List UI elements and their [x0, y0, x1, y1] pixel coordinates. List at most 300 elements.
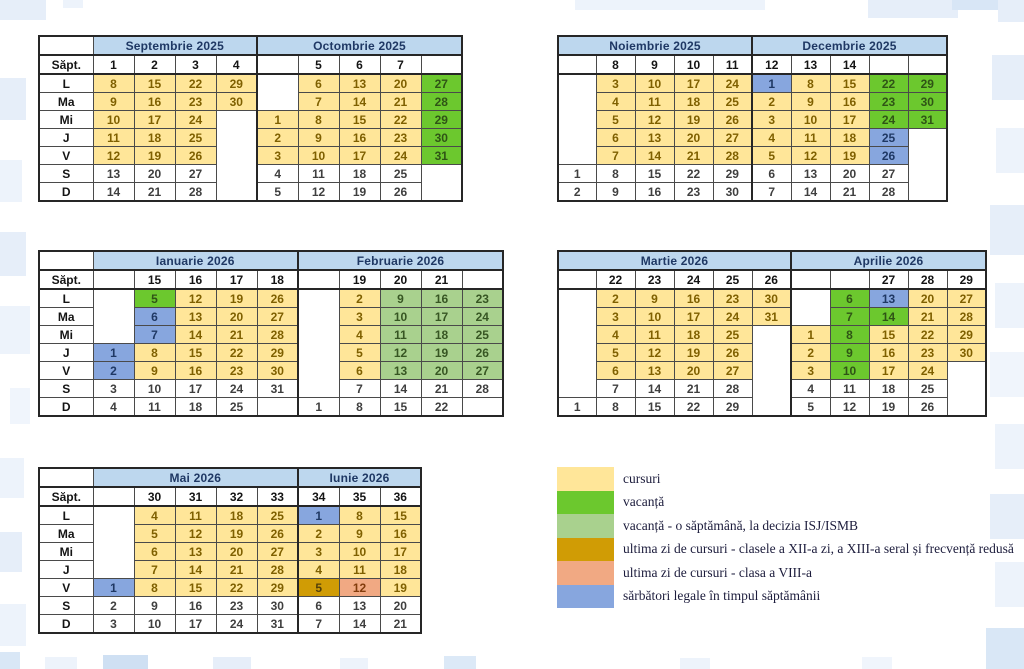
date-cell: 4	[257, 165, 298, 183]
calendar-table-martie-aprilie	[557, 250, 987, 417]
date-cell: 16	[175, 597, 216, 615]
week-number: 34	[298, 487, 339, 506]
month-header: Februarie 2026	[298, 251, 503, 270]
date-cell: 5	[257, 183, 298, 202]
date-cell: 15	[830, 74, 869, 93]
week-number: 24	[674, 270, 713, 289]
date-cell: 2	[596, 289, 635, 308]
date-cell: 31	[257, 615, 298, 634]
empty-cell	[462, 398, 503, 417]
date-cell: 22	[216, 579, 257, 597]
date-cell: 2	[791, 344, 830, 362]
date-cell: 17	[175, 380, 216, 398]
week-number	[93, 270, 134, 289]
week-number	[257, 55, 298, 74]
calendar-table-ianuarie-februarie	[38, 250, 504, 417]
date-cell: 5	[134, 525, 175, 543]
date-cell: 4	[791, 380, 830, 398]
date-cell: 16	[175, 362, 216, 380]
date-cell: 21	[908, 308, 947, 326]
date-cell: 22	[674, 398, 713, 417]
date-cell: 8	[93, 74, 134, 93]
legend-swatch-lg	[557, 514, 614, 538]
date-cell: 25	[216, 398, 257, 417]
date-cell: 22	[421, 398, 462, 417]
date-cell: 24	[713, 74, 752, 93]
month-header: Mai 2026	[93, 468, 298, 487]
date-cell: 29	[908, 74, 947, 93]
date-cell: 27	[713, 362, 752, 380]
week-number: 2	[134, 55, 175, 74]
day-label: D	[39, 615, 93, 634]
date-cell: 22	[869, 74, 908, 93]
date-cell: 7	[830, 308, 869, 326]
day-label: L	[39, 506, 93, 525]
background-decoration	[103, 655, 148, 669]
legend-label: vacanță	[623, 494, 665, 510]
date-cell: 3	[596, 308, 635, 326]
date-cell: 26	[713, 111, 752, 129]
date-cell: 4	[596, 326, 635, 344]
week-number: 30	[134, 487, 175, 506]
empty-cell	[558, 74, 596, 165]
week-number: 31	[175, 487, 216, 506]
day-label: J	[39, 561, 93, 579]
date-cell: 7	[298, 93, 339, 111]
date-cell: 9	[596, 183, 635, 202]
date-cell: 3	[298, 543, 339, 561]
background-decoration	[45, 657, 77, 669]
date-cell: 25	[713, 326, 752, 344]
date-cell: 29	[713, 165, 752, 183]
date-cell: 11	[830, 380, 869, 398]
background-decoration	[992, 55, 1024, 100]
date-cell: 19	[674, 111, 713, 129]
date-cell: 24	[908, 362, 947, 380]
empty-cell	[558, 289, 596, 398]
empty-cell	[257, 74, 298, 111]
date-cell: 10	[380, 308, 421, 326]
table-martie-aprilie	[557, 250, 987, 417]
date-cell: 29	[713, 398, 752, 417]
week-number: 10	[674, 55, 713, 74]
date-cell: 10	[830, 362, 869, 380]
date-cell: 19	[674, 344, 713, 362]
date-cell: 10	[635, 308, 674, 326]
date-cell: 11	[635, 93, 674, 111]
day-label: V	[39, 147, 93, 165]
date-cell: 1	[791, 326, 830, 344]
date-cell: 14	[791, 183, 830, 202]
empty-cell	[791, 289, 830, 326]
background-decoration	[0, 78, 26, 120]
background-decoration	[868, 0, 958, 18]
week-number: 3	[175, 55, 216, 74]
date-cell: 20	[674, 129, 713, 147]
date-cell: 4	[339, 326, 380, 344]
date-cell: 1	[93, 344, 134, 362]
empty-cell	[947, 362, 986, 417]
month-header: Iunie 2026	[298, 468, 421, 487]
empty-cell	[93, 506, 134, 579]
legend-swatch-o	[557, 538, 614, 562]
date-cell: 1	[298, 506, 339, 525]
month-header: Aprilie 2026	[791, 251, 986, 270]
date-cell: 6	[596, 362, 635, 380]
background-decoration	[0, 604, 26, 646]
legend	[557, 467, 1014, 608]
legend-swatch-s	[557, 561, 614, 585]
date-cell: 9	[830, 344, 869, 362]
date-cell: 22	[380, 111, 421, 129]
week-number: 23	[635, 270, 674, 289]
date-cell: 20	[380, 597, 421, 615]
date-cell: 14	[635, 147, 674, 165]
date-cell: 9	[134, 597, 175, 615]
week-number: 5	[298, 55, 339, 74]
week-column-label: Săpt.	[39, 55, 93, 74]
date-cell: 2	[257, 129, 298, 147]
date-cell: 16	[421, 289, 462, 308]
legend-item	[557, 514, 1014, 538]
date-cell: 3	[93, 615, 134, 634]
week-number	[298, 270, 339, 289]
date-cell: 17	[674, 308, 713, 326]
date-cell: 21	[216, 561, 257, 579]
date-cell: 29	[257, 579, 298, 597]
date-cell: 13	[380, 362, 421, 380]
date-cell: 21	[380, 93, 421, 111]
background-decoration	[0, 458, 24, 498]
date-cell: 5	[339, 344, 380, 362]
date-cell: 15	[635, 165, 674, 183]
date-cell: 24	[462, 308, 503, 326]
date-cell: 28	[257, 561, 298, 579]
calendar-table-mai-iunie	[38, 467, 422, 634]
legend-item	[557, 538, 1014, 562]
date-cell: 20	[216, 308, 257, 326]
week-number: 27	[869, 270, 908, 289]
date-cell: 30	[421, 129, 462, 147]
day-label: S	[39, 165, 93, 183]
date-cell: 27	[421, 74, 462, 93]
date-cell: 23	[908, 344, 947, 362]
background-decoration	[0, 232, 26, 276]
date-cell: 25	[380, 165, 421, 183]
month-header: Septembrie 2025	[93, 36, 257, 55]
date-cell: 14	[635, 380, 674, 398]
date-cell: 15	[635, 398, 674, 417]
legend-item	[557, 561, 1014, 585]
legend-label: vacanță - o săptămână, la decizia ISJ/ISMB	[623, 517, 859, 533]
table-ianuarie-februarie	[38, 250, 504, 417]
background-decoration	[0, 532, 22, 572]
background-decoration	[990, 352, 1024, 397]
date-cell: 11	[298, 165, 339, 183]
background-decoration	[995, 424, 1024, 469]
date-cell: 13	[635, 362, 674, 380]
date-cell: 5	[298, 579, 339, 597]
date-cell: 18	[380, 561, 421, 579]
date-cell: 11	[134, 398, 175, 417]
week-number	[791, 270, 830, 289]
date-cell: 26	[257, 289, 298, 308]
date-cell: 18	[674, 93, 713, 111]
date-cell: 11	[380, 326, 421, 344]
empty-cell	[752, 326, 791, 417]
date-cell: 12	[339, 579, 380, 597]
date-cell: 31	[257, 380, 298, 398]
date-cell: 13	[339, 597, 380, 615]
date-cell: 28	[947, 308, 986, 326]
background-decoration	[990, 205, 1024, 255]
date-cell: 20	[134, 165, 175, 183]
date-cell: 29	[216, 74, 257, 93]
date-cell: 5	[752, 147, 791, 165]
date-cell: 2	[558, 183, 596, 202]
day-label: Mi	[39, 543, 93, 561]
week-number	[93, 487, 134, 506]
date-cell: 23	[674, 183, 713, 202]
date-cell: 11	[339, 561, 380, 579]
date-cell: 7	[298, 615, 339, 634]
week-number: 21	[421, 270, 462, 289]
date-cell: 28	[175, 183, 216, 202]
background-decoration	[995, 283, 1024, 328]
date-cell: 12	[93, 147, 134, 165]
date-cell: 19	[216, 289, 257, 308]
date-cell: 31	[421, 147, 462, 165]
date-cell: 2	[752, 93, 791, 111]
date-cell: 15	[134, 74, 175, 93]
month-header: Decembrie 2025	[752, 36, 947, 55]
date-cell: 25	[462, 326, 503, 344]
week-number	[462, 270, 503, 289]
date-cell: 28	[462, 380, 503, 398]
date-cell: 6	[298, 74, 339, 93]
week-column-label: Săpt.	[39, 487, 93, 506]
date-cell: 4	[596, 93, 635, 111]
date-cell: 6	[830, 289, 869, 308]
week-number: 9	[635, 55, 674, 74]
date-cell: 13	[339, 74, 380, 93]
date-cell: 17	[869, 362, 908, 380]
background-decoration	[340, 658, 368, 669]
week-number: 18	[257, 270, 298, 289]
background-decoration	[213, 657, 251, 669]
date-cell: 30	[908, 93, 947, 111]
date-cell: 3	[752, 111, 791, 129]
week-number: 7	[380, 55, 421, 74]
table-septembrie-octombrie	[38, 35, 463, 202]
date-cell: 17	[134, 111, 175, 129]
date-cell: 19	[869, 398, 908, 417]
legend-label: sărbători legale în timpul săptămânii	[623, 588, 821, 604]
day-label: D	[39, 183, 93, 202]
date-cell: 16	[134, 93, 175, 111]
date-cell: 7	[134, 561, 175, 579]
date-cell: 30	[713, 183, 752, 202]
date-cell: 9	[791, 93, 830, 111]
date-cell: 18	[339, 165, 380, 183]
date-cell: 21	[216, 326, 257, 344]
date-cell: 18	[421, 326, 462, 344]
week-column-label: Săpt.	[39, 270, 93, 289]
week-number	[558, 55, 596, 74]
date-cell: 28	[257, 326, 298, 344]
date-cell: 3	[596, 74, 635, 93]
date-cell: 13	[635, 129, 674, 147]
date-cell: 18	[674, 326, 713, 344]
date-cell: 6	[298, 597, 339, 615]
date-cell: 21	[134, 183, 175, 202]
legend-swatch-y	[557, 467, 614, 491]
day-label: V	[39, 362, 93, 380]
week-number: 26	[752, 270, 791, 289]
date-cell: 25	[908, 380, 947, 398]
week-number	[558, 270, 596, 289]
table-mai-iunie	[38, 467, 422, 634]
date-cell: 11	[175, 506, 216, 525]
date-cell: 21	[830, 183, 869, 202]
week-number: 32	[216, 487, 257, 506]
day-label: D	[39, 398, 93, 417]
week-number: 36	[380, 487, 421, 506]
date-cell: 18	[134, 129, 175, 147]
date-cell: 13	[869, 289, 908, 308]
date-cell: 31	[908, 111, 947, 129]
date-cell: 1	[257, 111, 298, 129]
background-decoration	[0, 0, 46, 20]
date-cell: 15	[869, 326, 908, 344]
date-cell: 12	[791, 147, 830, 165]
week-number: 4	[216, 55, 257, 74]
date-cell: 14	[175, 326, 216, 344]
legend-item	[557, 467, 1014, 491]
date-cell: 26	[462, 344, 503, 362]
empty-cell	[298, 289, 339, 398]
day-label: Mi	[39, 111, 93, 129]
table-noiembrie-decembrie	[557, 35, 948, 202]
background-decoration	[986, 628, 1024, 669]
date-cell: 25	[713, 93, 752, 111]
empty-cell	[257, 398, 298, 417]
day-label: J	[39, 129, 93, 147]
date-cell: 5	[134, 289, 175, 308]
date-cell: 21	[674, 380, 713, 398]
date-cell: 12	[298, 183, 339, 202]
date-cell: 29	[421, 111, 462, 129]
week-number: 25	[713, 270, 752, 289]
date-cell: 17	[339, 147, 380, 165]
date-cell: 6	[134, 308, 175, 326]
week-number: 13	[791, 55, 830, 74]
background-decoration	[952, 0, 998, 10]
date-cell: 27	[869, 165, 908, 183]
date-cell: 10	[791, 111, 830, 129]
date-cell: 14	[175, 561, 216, 579]
week-number	[908, 55, 947, 74]
day-label: J	[39, 344, 93, 362]
legend-swatch-g	[557, 491, 614, 515]
date-cell: 20	[380, 74, 421, 93]
background-decoration	[0, 652, 20, 669]
date-cell: 3	[93, 380, 134, 398]
date-cell: 25	[175, 129, 216, 147]
date-cell: 22	[674, 165, 713, 183]
corner-cell	[39, 251, 93, 270]
date-cell: 2	[298, 525, 339, 543]
day-label: S	[39, 380, 93, 398]
empty-cell	[93, 289, 134, 344]
week-number: 1	[93, 55, 134, 74]
date-cell: 24	[216, 380, 257, 398]
week-number: 19	[339, 270, 380, 289]
date-cell: 18	[869, 380, 908, 398]
date-cell: 17	[175, 615, 216, 634]
date-cell: 23	[216, 597, 257, 615]
date-cell: 27	[257, 543, 298, 561]
month-header: Ianuarie 2026	[93, 251, 298, 270]
date-cell: 15	[175, 579, 216, 597]
date-cell: 17	[674, 74, 713, 93]
date-cell: 11	[635, 326, 674, 344]
corner-cell	[39, 468, 93, 487]
date-cell: 30	[752, 289, 791, 308]
date-cell: 12	[830, 398, 869, 417]
date-cell: 1	[298, 398, 339, 417]
date-cell: 16	[869, 344, 908, 362]
day-label: Mi	[39, 326, 93, 344]
date-cell: 28	[869, 183, 908, 202]
date-cell: 15	[339, 111, 380, 129]
day-label: Ma	[39, 308, 93, 326]
date-cell: 28	[713, 147, 752, 165]
date-cell: 23	[869, 93, 908, 111]
date-cell: 15	[380, 506, 421, 525]
date-cell: 4	[93, 398, 134, 417]
date-cell: 7	[134, 326, 175, 344]
background-decoration	[63, 0, 83, 8]
week-number: 33	[257, 487, 298, 506]
date-cell: 17	[421, 308, 462, 326]
date-cell: 9	[134, 362, 175, 380]
week-number	[421, 55, 462, 74]
date-cell: 3	[791, 362, 830, 380]
empty-cell	[421, 165, 462, 202]
date-cell: 25	[869, 129, 908, 147]
date-cell: 16	[635, 183, 674, 202]
date-cell: 19	[830, 147, 869, 165]
week-number: 20	[380, 270, 421, 289]
date-cell: 24	[175, 111, 216, 129]
legend-label: ultima zi de cursuri - clasele a XII-a zi, a XIII-a seral și frecvență redusă	[623, 541, 1014, 557]
date-cell: 8	[134, 579, 175, 597]
week-number	[869, 55, 908, 74]
date-cell: 23	[380, 129, 421, 147]
legend-label: ultima zi de cursuri - clasa a VIII-a	[623, 564, 813, 580]
date-cell: 22	[175, 74, 216, 93]
date-cell: 7	[752, 183, 791, 202]
week-number: 6	[339, 55, 380, 74]
date-cell: 28	[421, 93, 462, 111]
week-number: 35	[339, 487, 380, 506]
date-cell: 1	[752, 74, 791, 93]
date-cell: 8	[339, 398, 380, 417]
date-cell: 9	[635, 289, 674, 308]
date-cell: 24	[216, 615, 257, 634]
date-cell: 17	[830, 111, 869, 129]
